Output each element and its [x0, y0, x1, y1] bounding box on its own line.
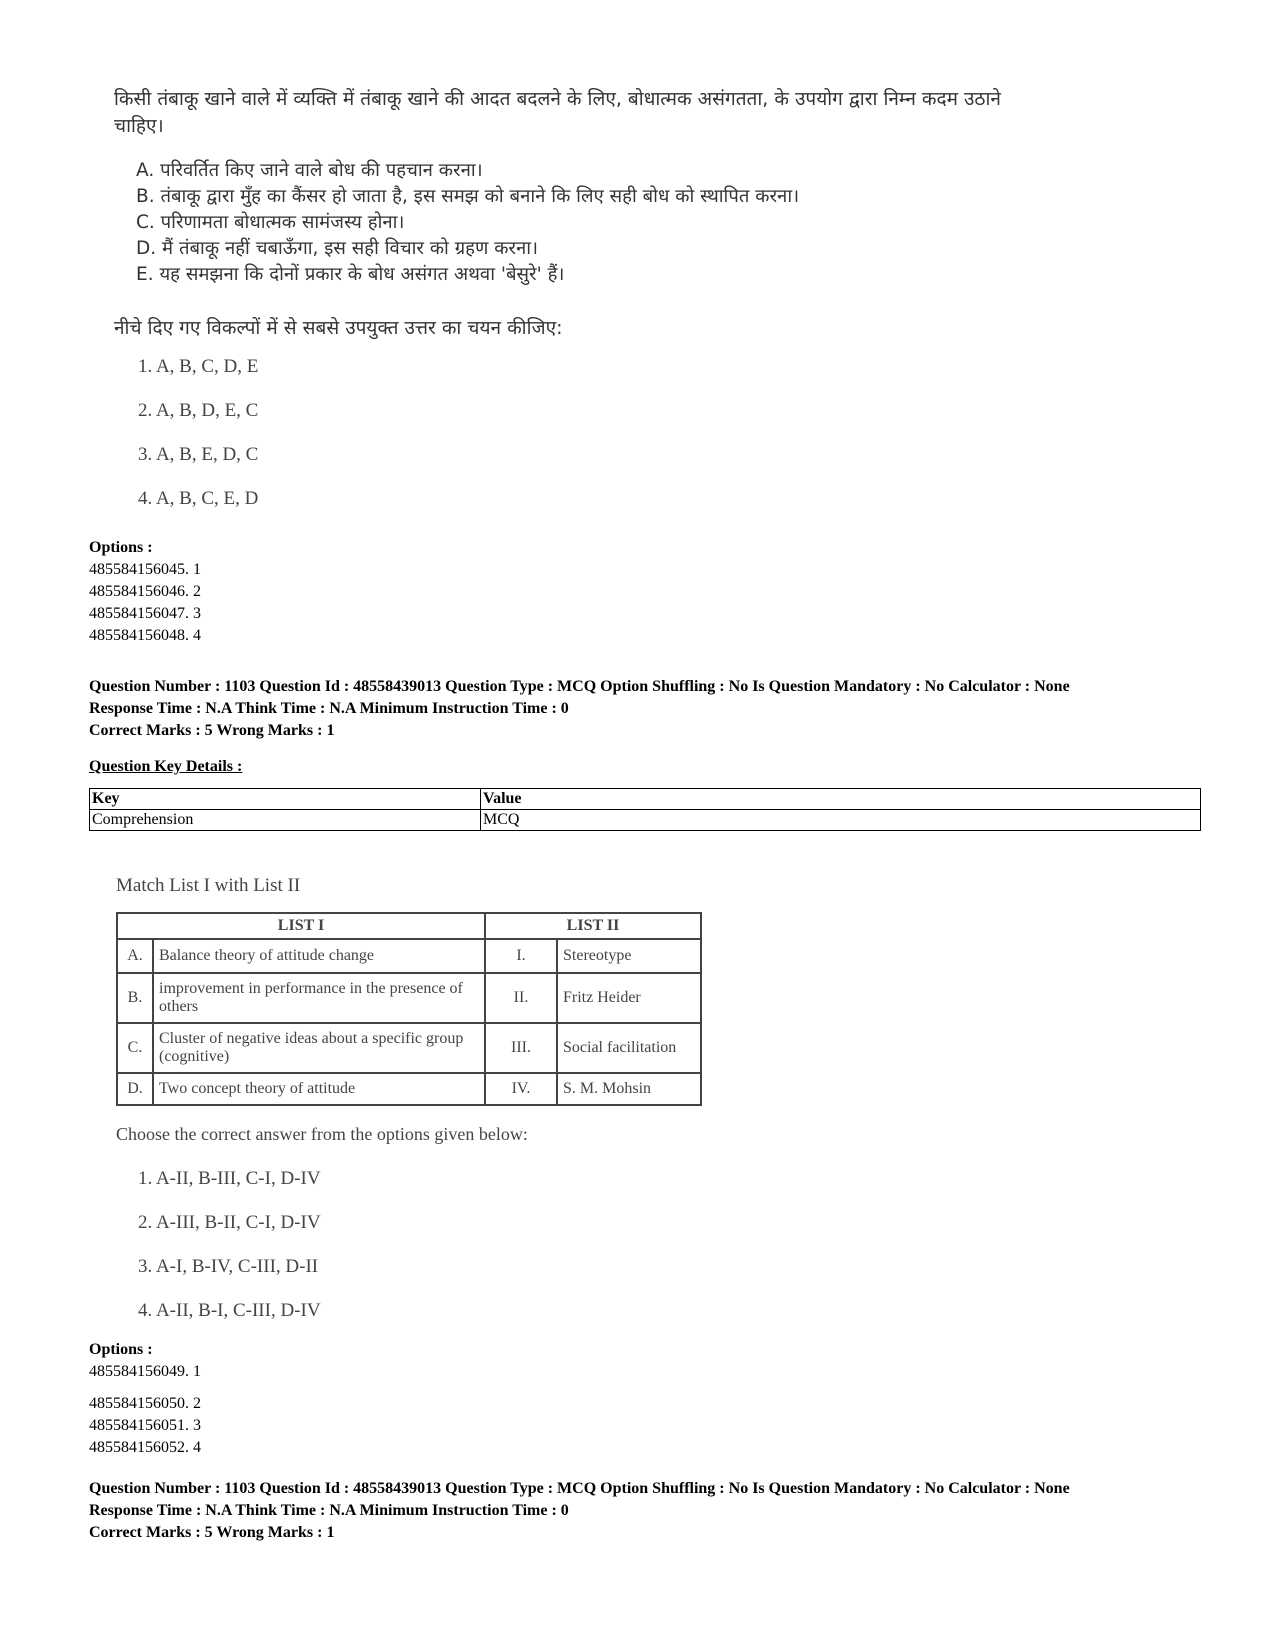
- question-stem-hindi: किसी तंबाकू खाने वाले में व्यक्ति में तंबाकू खाने की आदत बदलने के लिए, बोधात्मक असंगतता, के उपयोग द्वारा निम्न कदम उठाने चाहिए।: [114, 88, 1001, 137]
- option-row: 485584156047. 3: [89, 605, 201, 622]
- choice-1: 1. A, B, C, D, E: [138, 356, 259, 377]
- choice-2: 2. A-III, B-II, C-I, D-IV: [138, 1212, 321, 1233]
- value-header: Value: [481, 789, 1201, 810]
- option-row: 485584156050. 2: [89, 1395, 201, 1412]
- row-numeral: I.: [485, 939, 557, 973]
- match-question-title: Match List I with List II: [116, 875, 301, 896]
- options-block: [89, 1339, 201, 1459]
- key-details-label: Question Key Details :: [89, 758, 243, 775]
- match-table: [116, 912, 702, 1106]
- choice-3: 3. A-I, B-IV, C-III, D-II: [138, 1256, 319, 1277]
- choice-2: 2. A, B, D, E, C: [138, 400, 259, 421]
- question-meta: [89, 676, 1070, 742]
- list2-item: Fritz Heider: [557, 973, 701, 1023]
- statement-b: B. तंबाकू द्वारा मुँह का कैंसर हो जाता है, इस समझ को बनाने कि लिए सही बोध को स्थापित करना।: [136, 186, 800, 207]
- list1-item: Balance theory of attitude change: [153, 939, 485, 973]
- question-statements: [136, 158, 799, 288]
- options-label: Options :: [89, 1341, 153, 1358]
- meta-line-3: Correct Marks : 5 Wrong Marks : 1: [89, 1524, 335, 1541]
- row-letter: A.: [117, 939, 153, 973]
- choice-3: 3. A, B, E, D, C: [138, 444, 259, 465]
- row-numeral: IV.: [485, 1073, 557, 1105]
- option-row: 485584156046. 2: [89, 583, 201, 600]
- meta-line-3: Correct Marks : 5 Wrong Marks : 1: [89, 722, 335, 739]
- key-header: Key: [90, 789, 481, 810]
- choice-4: 4. A, B, C, E, D: [138, 488, 259, 509]
- list2-item: Social facilitation: [557, 1023, 701, 1073]
- value-cell: MCQ: [481, 810, 1201, 831]
- question-instruction-hindi: नीचे दिए गए विकल्पों में से सबसे उपयुक्त उत्तर का चयन कीजिए:: [114, 317, 563, 339]
- list1-item: Two concept theory of attitude: [153, 1073, 485, 1105]
- meta-line-2: Response Time : N.A Think Time : N.A Minimum Instruction Time : 0: [89, 1502, 569, 1519]
- question-meta: [89, 1478, 1070, 1544]
- choose-instruction: Choose the correct answer from the options given below:: [116, 1124, 528, 1144]
- row-numeral: III.: [485, 1023, 557, 1073]
- choice-4: 4. A-II, B-I, C-III, D-IV: [138, 1300, 321, 1321]
- options-block: [89, 537, 201, 647]
- row-numeral: II.: [485, 973, 557, 1023]
- option-row: 485584156052. 4: [89, 1439, 201, 1456]
- key-cell: Comprehension: [90, 810, 481, 831]
- list2-item: Stereotype: [557, 939, 701, 973]
- list1-header: LIST I: [117, 913, 485, 939]
- choice-1: 1. A-II, B-III, C-I, D-IV: [138, 1168, 321, 1189]
- statement-c: C. परिणामता बोधात्मक सामंजस्य होना।: [136, 212, 405, 233]
- meta-line-2: Response Time : N.A Think Time : N.A Minimum Instruction Time : 0: [89, 700, 569, 717]
- option-row: 485584156051. 3: [89, 1417, 201, 1434]
- key-details-table: [89, 788, 1201, 831]
- meta-line-1: Question Number : 1103 Question Id : 48558439013 Question Type : MCQ Option Shuffling : No Is Question Mandatory : No Calculator : None: [89, 678, 1070, 695]
- option-row: 485584156048. 4: [89, 627, 201, 644]
- row-letter: D.: [117, 1073, 153, 1105]
- statement-a: A. परिवर्तित किए जाने वाले बोध की पहचान करना।: [136, 160, 483, 181]
- option-row: 485584156045. 1: [89, 561, 201, 578]
- list1-item: improvement in performance in the presence of others: [153, 973, 485, 1023]
- meta-line-1: Question Number : 1103 Question Id : 48558439013 Question Type : MCQ Option Shuffling : No Is Question Mandatory : No Calculator : None: [89, 1480, 1070, 1497]
- list1-item: Cluster of negative ideas about a specific group (cognitive): [153, 1023, 485, 1073]
- statement-e: E. यह समझना कि दोनों प्रकार के बोध असंगत अथवा 'बेसुरे' हैं।: [136, 264, 565, 285]
- statement-d: D. मैं तंबाकू नहीं चबाऊँगा, इस सही विचार को ग्रहण करना।: [136, 238, 539, 259]
- row-letter: B.: [117, 973, 153, 1023]
- list2-item: S. M. Mohsin: [557, 1073, 701, 1105]
- option-row: 485584156049. 1: [89, 1363, 201, 1380]
- options-label: Options :: [89, 539, 153, 556]
- list2-header: LIST II: [485, 913, 701, 939]
- row-letter: C.: [117, 1023, 153, 1073]
